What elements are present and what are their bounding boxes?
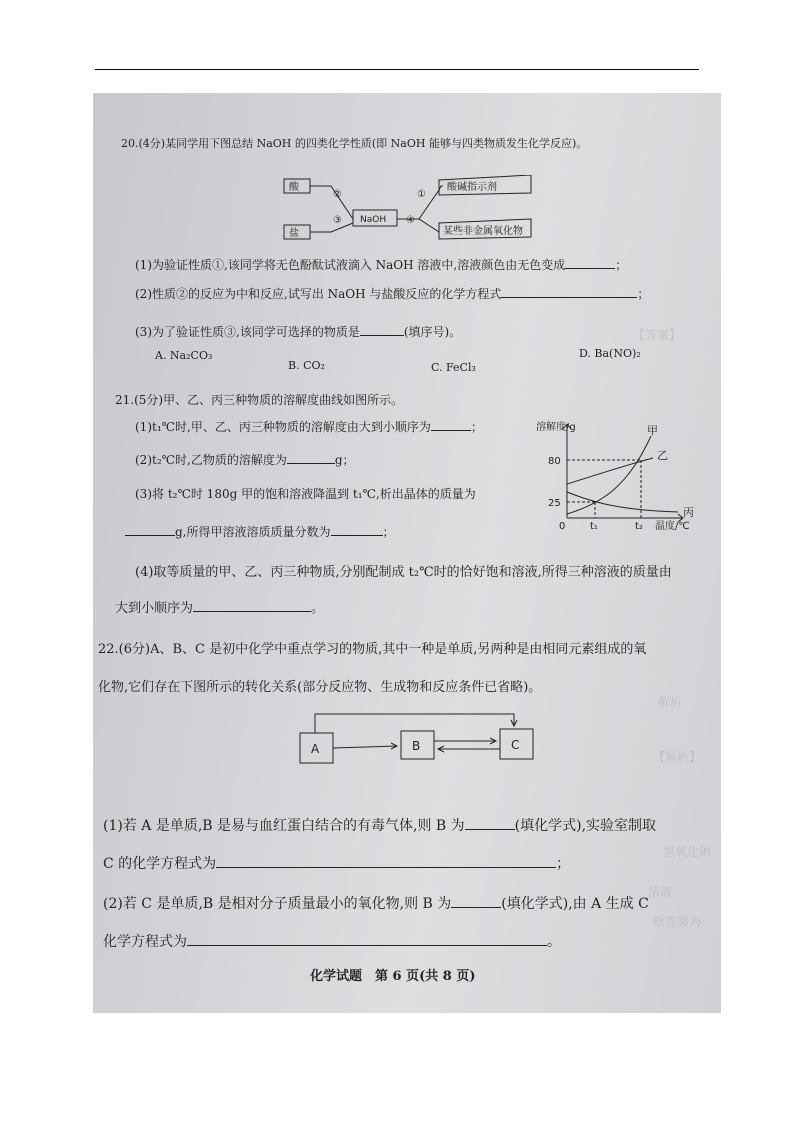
header-rule (95, 69, 699, 70)
ytick-80: 80 (548, 456, 561, 467)
prompt: C 的化学方程式为 (103, 856, 217, 872)
q21-part3: (3)将 t₂℃时 180g 甲的饱和溶液降温到 t₁℃,析出晶体的质量为 (135, 487, 476, 501)
center-label: NaOH (360, 215, 387, 225)
label-2: ② (333, 189, 342, 200)
arrow-a-to-b (333, 746, 397, 748)
q20-part3 (135, 323, 461, 340)
q20-part1 (135, 256, 627, 273)
xtick-t2: t₂ (635, 521, 643, 532)
abc-conversion-diagram (293, 708, 543, 768)
ylabel: 溶解度/g (536, 422, 576, 433)
bleed-text: 溶液 (648, 885, 673, 899)
left-bottom-label: 盐 (289, 228, 299, 239)
bleed-text: 故答案为 (653, 915, 702, 929)
ytick-25: 25 (548, 498, 561, 509)
answer-blank[interactable] (431, 430, 471, 431)
prompt-end: (填化学式),由 A 生成 C (501, 896, 649, 912)
bleed-text: 【解析】 (653, 750, 702, 764)
page-footer: 化学试题 第 6 页(共 8 页) (310, 969, 476, 984)
option-b: B. CO₂ (288, 359, 325, 372)
prompt: (2)若 C 是单质,B 是相对分子质量最小的氧化物,则 B 为 (103, 896, 452, 912)
q22-part2b (103, 931, 561, 951)
label-3: ③ (333, 215, 342, 226)
series-yi-curve (567, 458, 653, 484)
bleed-text: 氢氧化钠 (663, 845, 712, 859)
option-d: D. Ba(NO)₂ (579, 347, 641, 360)
answer-blank[interactable] (565, 268, 615, 269)
q22-part1b (103, 853, 570, 873)
prompt: (3)为了验证性质③,该同学可选择的物质是 (135, 325, 360, 339)
prompt: 化学方程式为 (103, 934, 187, 950)
label-c: C (511, 738, 520, 752)
answer-blank[interactable] (360, 335, 404, 336)
answer-blank[interactable] (465, 829, 515, 830)
q21-part3b (125, 523, 395, 540)
prompt-end: (填序号)。 (403, 325, 462, 339)
punct: ； (615, 258, 628, 272)
xlabel: 温度/℃ (655, 521, 690, 532)
prompt: (1)t₁℃时,甲、乙、丙三种物质的溶解度由大到小顺序为 (135, 420, 431, 434)
q21-part1 (135, 418, 483, 435)
prompt: 大到小顺序为 (115, 601, 194, 616)
punct: g； (334, 453, 355, 467)
prompt: (1)为验证性质①,该同学将无色酚酞试液滴入 NaOH 溶液中,溶液颜色由无色变成 (135, 258, 566, 272)
q22-title2: 化物,它们存在下图所示的转化关系(部分反应物、生成物和反应条件已省略)。 (98, 680, 542, 695)
series-label-yi: 乙 (657, 449, 668, 462)
punct: ； (470, 420, 483, 434)
punct: 。 (311, 601, 325, 616)
q21-part2 (135, 451, 355, 468)
connector (310, 223, 353, 232)
q20-title: 20.(4分)某同学用下图总结 NaOH 的四类化学性质(即 NaOH 能够与四类物质发生化学反应)。 (121, 137, 588, 150)
xtick-t1: t₁ (590, 521, 598, 532)
right-top-label: 酸碱指示剂 (447, 182, 497, 193)
label-4: ④ (406, 215, 415, 226)
answer-blank[interactable] (125, 535, 175, 536)
answer-blank[interactable] (216, 867, 556, 868)
solubility-chart (533, 418, 713, 536)
prompt-end: (填化学式),实验室制取 (514, 818, 657, 834)
prompt: (2)性质②的反应为中和反应,试写出 NaOH 与盐酸反应的化学方程式 (135, 287, 502, 301)
prompt: (2)t₂℃时,乙物质的溶解度为 (135, 453, 287, 467)
label-b: B (412, 739, 421, 753)
punct: 。 (547, 934, 561, 950)
photographed-exam-page (93, 93, 721, 1013)
punct: ； (556, 856, 571, 872)
q21-part4b (115, 597, 324, 616)
left-top-label: 酸 (289, 182, 299, 193)
connector (397, 219, 439, 232)
series-label-bing: 丙 (683, 506, 694, 519)
option-a: A. Na₂CO₃ (155, 349, 213, 362)
punct: ； (382, 525, 395, 539)
q20-part2 (135, 285, 649, 302)
q22-part1 (103, 815, 656, 835)
answer-blank[interactable] (193, 611, 311, 612)
q22-title: 22.(6分)A、B、C 是初中化学中重点学习的物质,其中一种是单质,另两种是由相同元素组成的氧 (98, 642, 647, 657)
option-c: C. FeCl₃ (431, 361, 476, 374)
answer-blank[interactable] (287, 463, 335, 464)
answer-blank[interactable] (501, 297, 637, 298)
origin-label: 0 (559, 521, 566, 532)
naoh-properties-diagram (281, 175, 536, 247)
bleed-text: 【答案】 (633, 328, 682, 342)
answer-blank[interactable] (451, 907, 501, 908)
bleed-text: 解析 (658, 695, 683, 709)
answer-blank[interactable] (187, 945, 547, 946)
connector (310, 186, 353, 219)
punct: ； (637, 287, 650, 301)
series-label-jia: 甲 (647, 424, 658, 437)
answer-blank[interactable] (331, 535, 383, 536)
label-a: A (311, 742, 320, 756)
prompt: g,所得甲溶液溶质质量分数为 (175, 525, 331, 539)
q21-title: 21.(5分)甲、乙、丙三种物质的溶解度曲线如图所示。 (115, 393, 404, 407)
arrow-a-to-c (315, 714, 514, 733)
q22-part2 (103, 893, 649, 913)
q21-part4: (4)取等质量的甲、乙、丙三种物质,分别配制成 t₂℃时的恰好饱和溶液,所得三种溶液的质量由 (135, 565, 672, 580)
label-1: ① (417, 189, 426, 200)
prompt: (1)若 A 是单质,B 是易与血红蛋白结合的有毒气体,则 B 为 (103, 818, 465, 834)
right-bottom-label: 某些非金属氧化物 (443, 226, 523, 237)
